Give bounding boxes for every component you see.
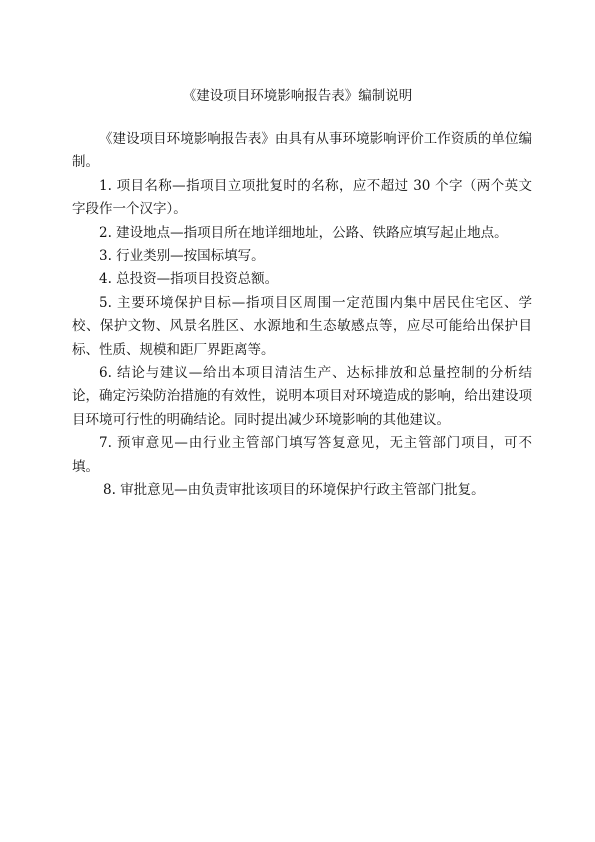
item-construction-site: 2. 建设地点—指项目所在地详细地址，公路、铁路应填写起止地点。: [99, 224, 508, 241]
document-title: 《建设项目环境影响报告表》编制说明: [182, 88, 413, 104]
intro-paragraph: 《建设项目环境影响报告表》由具有从事环境影响评价工作资质的单位编制。: [72, 131, 532, 171]
document-body: [72, 128, 532, 503]
item-conclusions: 6. 结论与建议—给出本项目清洁生产、达标排放和总量控制的分析结论，确定污染防治措施的有效性，说明本项目对环境造成的影响，给出建设项目环境可行性的明确结论。同时提出减少环境影响的其他建议。: [72, 365, 532, 428]
item-total-investment: 4. 总投资—指项目投资总额。: [99, 271, 279, 288]
item-pre-review-opinion: 7. 预审意见—由行业主管部门填写答复意见，无主管部门项目，可不填。: [72, 435, 532, 475]
item-industry-category: 3. 行业类别—按国标填写。: [99, 248, 265, 265]
item-project-name: 1. 项目名称—指项目立项批复时的名称，应不超过 30 个字（两个英文字段作一个汉字）。: [72, 177, 532, 218]
item-protection-targets: 5. 主要环境保护目标—指项目区周围一定范围内集中居民住宅区、学校、保护文物、风景名胜区、水源地和生态敏感点等，应尽可能给出保护目标、性质、规模和距厂界距离等。: [72, 294, 532, 358]
item-approval-opinion: 8. 审批意见—由负责审批该项目的环境保护行政主管部门批复。: [103, 482, 485, 499]
